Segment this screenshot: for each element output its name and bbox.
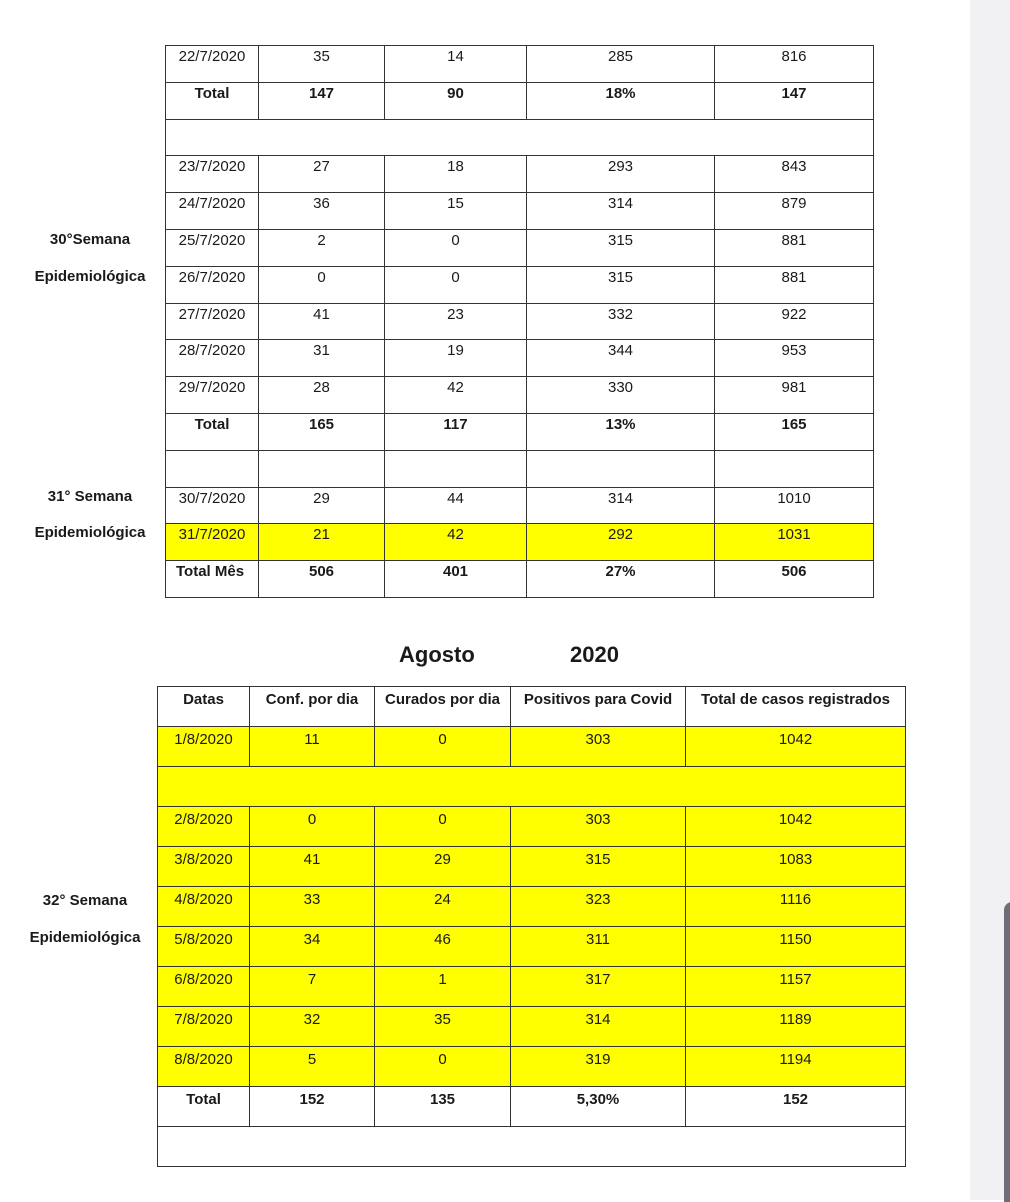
header-total-de-casos: Total de casos registrados (686, 687, 906, 727)
cell-conf: 35 (259, 46, 385, 83)
cell-conf: 506 (259, 561, 385, 598)
cell-date: 3/8/2020 (158, 847, 250, 887)
cell-total: 1031 (715, 524, 874, 561)
header-conf-por-dia: Conf. por dia (250, 687, 375, 727)
cell-curados: 117 (385, 413, 527, 450)
table-row (166, 377, 874, 414)
cell-positivos: 315 (527, 266, 715, 303)
cell-date: 5/8/2020 (158, 927, 250, 967)
cell-date: 24/7/2020 (166, 193, 259, 230)
blank-cell (527, 450, 715, 487)
cell-positivos: 311 (511, 927, 686, 967)
cell-curados: 42 (385, 524, 527, 561)
cell-total: 1194 (686, 1047, 906, 1087)
cell-positivos: 330 (527, 377, 715, 414)
blank-row (166, 119, 874, 156)
cell-total: 147 (715, 82, 874, 119)
cell-curados: 18 (385, 156, 527, 193)
total-row (158, 1087, 906, 1127)
cell-date: 27/7/2020 (166, 303, 259, 340)
cell-positivos: 13% (527, 413, 715, 450)
cell-date: 28/7/2020 (166, 340, 259, 377)
cell-conf: 147 (259, 82, 385, 119)
cell-conf: 41 (250, 847, 375, 887)
blank-cell (166, 450, 259, 487)
cell-conf: 34 (250, 927, 375, 967)
cell-total: 881 (715, 266, 874, 303)
cell-conf: 0 (250, 807, 375, 847)
total-row (166, 413, 874, 450)
table-row (166, 266, 874, 303)
cell-curados: 15 (385, 193, 527, 230)
table-row (166, 229, 874, 266)
cell-total: 981 (715, 377, 874, 414)
cell-date: 2/8/2020 (158, 807, 250, 847)
table-row (166, 193, 874, 230)
table-row (166, 340, 874, 377)
cell-date: Total Mês (166, 561, 259, 598)
cell-conf: 28 (259, 377, 385, 414)
cell-total: 1010 (715, 487, 874, 524)
cell-total: 1150 (686, 927, 906, 967)
cell-positivos: 319 (511, 1047, 686, 1087)
blank-row (166, 450, 874, 487)
cell-date: 8/8/2020 (158, 1047, 250, 1087)
table-row (158, 927, 906, 967)
cell-curados: 42 (385, 377, 527, 414)
cell-date: 29/7/2020 (166, 377, 259, 414)
cell-conf: 33 (250, 887, 375, 927)
cell-positivos: 293 (527, 156, 715, 193)
table-row (158, 887, 906, 927)
cell-positivos: 315 (511, 847, 686, 887)
cell-date: 1/8/2020 (158, 727, 250, 767)
table-row (158, 847, 906, 887)
cell-total: 1189 (686, 1007, 906, 1047)
cell-conf: 29 (259, 487, 385, 524)
cell-total: 922 (715, 303, 874, 340)
week-32-label-line1: 32° Semana (42, 892, 128, 909)
cell-total: 816 (715, 46, 874, 83)
cell-curados: 44 (385, 487, 527, 524)
table-row (166, 156, 874, 193)
blank-cell (158, 767, 906, 807)
cell-positivos: 292 (527, 524, 715, 561)
cell-total: 1083 (686, 847, 906, 887)
cell-curados: 24 (375, 887, 511, 927)
cell-date: 25/7/2020 (166, 229, 259, 266)
cell-total: 879 (715, 193, 874, 230)
cell-conf: 165 (259, 413, 385, 450)
cell-positivos: 5,30% (511, 1087, 686, 1127)
august-title-year: 2020 (570, 642, 619, 667)
table-row (158, 967, 906, 1007)
cell-total: 1042 (686, 807, 906, 847)
table-row (166, 524, 874, 561)
cell-positivos: 332 (527, 303, 715, 340)
cell-total: 843 (715, 156, 874, 193)
cell-conf: 11 (250, 727, 375, 767)
header-curados-por-dia: Curados por dia (375, 687, 511, 727)
cell-conf: 0 (259, 266, 385, 303)
cell-conf: 41 (259, 303, 385, 340)
cell-curados: 0 (375, 1047, 511, 1087)
cell-date: 22/7/2020 (166, 46, 259, 83)
august-title-month: Agosto (399, 642, 475, 667)
blank-row (158, 1127, 906, 1167)
cell-curados: 0 (385, 229, 527, 266)
header-datas: Datas (158, 687, 250, 727)
blank-cell (166, 119, 874, 156)
cell-curados: 35 (375, 1007, 511, 1047)
cell-date: 30/7/2020 (166, 487, 259, 524)
cell-curados: 23 (385, 303, 527, 340)
cell-positivos: 314 (511, 1007, 686, 1047)
week-31-label-line2: Epidemiológica (34, 524, 146, 541)
cell-positivos: 303 (511, 727, 686, 767)
cell-total: 152 (686, 1087, 906, 1127)
cell-conf: 36 (259, 193, 385, 230)
cell-positivos: 314 (527, 193, 715, 230)
cell-curados: 1 (375, 967, 511, 1007)
table-row (166, 46, 874, 83)
cell-positivos: 27% (527, 561, 715, 598)
cell-curados: 0 (385, 266, 527, 303)
cell-total: 165 (715, 413, 874, 450)
cell-total: 506 (715, 561, 874, 598)
cell-curados: 46 (375, 927, 511, 967)
total-row (166, 82, 874, 119)
cell-positivos: 314 (527, 487, 715, 524)
cell-curados: 14 (385, 46, 527, 83)
july-covid-table (165, 45, 874, 598)
cell-positivos: 18% (527, 82, 715, 119)
cell-date: 6/8/2020 (158, 967, 250, 1007)
week-32-label-line2: Epidemiológica (29, 929, 141, 946)
cell-date: 4/8/2020 (158, 887, 250, 927)
cell-date: Total (166, 413, 259, 450)
cell-total: 1157 (686, 967, 906, 1007)
week-30-label-line1: 30°Semana (49, 231, 131, 248)
cell-conf: 5 (250, 1047, 375, 1087)
cell-date: Total (158, 1087, 250, 1127)
cell-conf: 7 (250, 967, 375, 1007)
table-row (158, 727, 906, 767)
cell-total: 1116 (686, 887, 906, 927)
august-covid-table (157, 686, 906, 1167)
table-row (158, 807, 906, 847)
scroll-handle[interactable] (1004, 902, 1010, 1202)
cell-date: 31/7/2020 (166, 524, 259, 561)
cell-curados: 19 (385, 340, 527, 377)
cell-positivos: 285 (527, 46, 715, 83)
cell-curados: 0 (375, 727, 511, 767)
cell-total: 953 (715, 340, 874, 377)
cell-positivos: 303 (511, 807, 686, 847)
cell-curados: 29 (375, 847, 511, 887)
cell-conf: 27 (259, 156, 385, 193)
cell-conf: 21 (259, 524, 385, 561)
table-row (158, 1047, 906, 1087)
cell-curados: 135 (375, 1087, 511, 1127)
cell-total: 881 (715, 229, 874, 266)
cell-conf: 152 (250, 1087, 375, 1127)
total-row (166, 561, 874, 598)
header-positivos-para-covid: Positivos para Covid (511, 687, 686, 727)
blank-cell (385, 450, 527, 487)
august-header-row (158, 687, 906, 727)
cell-date: 23/7/2020 (166, 156, 259, 193)
blank-cell (715, 450, 874, 487)
cell-positivos: 323 (511, 887, 686, 927)
blank-cell (259, 450, 385, 487)
cell-date: Total (166, 82, 259, 119)
cell-date: 26/7/2020 (166, 266, 259, 303)
table-row (166, 303, 874, 340)
cell-conf: 31 (259, 340, 385, 377)
cell-date: 7/8/2020 (158, 1007, 250, 1047)
blank-cell (158, 1127, 906, 1167)
cell-curados: 0 (375, 807, 511, 847)
cell-positivos: 344 (527, 340, 715, 377)
cell-conf: 2 (259, 229, 385, 266)
table-row (166, 487, 874, 524)
week-31-label-line1: 31° Semana (47, 488, 133, 505)
table-row (158, 1007, 906, 1047)
week-30-label-line2: Epidemiológica (34, 268, 146, 285)
cell-positivos: 315 (527, 229, 715, 266)
cell-conf: 32 (250, 1007, 375, 1047)
blank-row (158, 767, 906, 807)
cell-total: 1042 (686, 727, 906, 767)
cell-curados: 401 (385, 561, 527, 598)
cell-curados: 90 (385, 82, 527, 119)
cell-positivos: 317 (511, 967, 686, 1007)
